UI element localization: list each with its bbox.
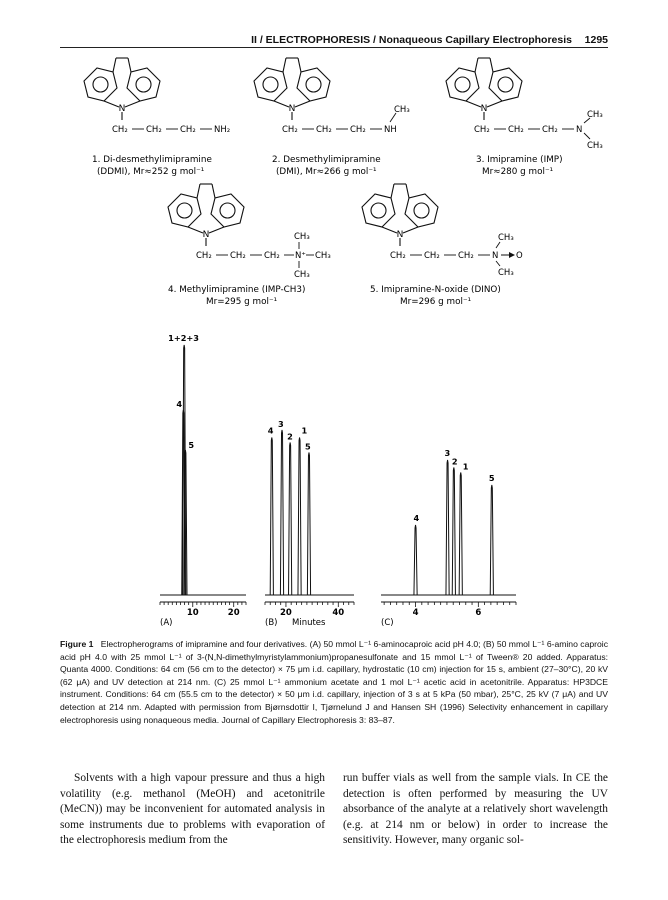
peak-label: 4	[413, 513, 420, 523]
structure-dino	[362, 184, 523, 307]
methyl-ch3: CH₃	[587, 110, 603, 120]
amine-n: N	[492, 251, 499, 261]
peak-label: 3	[444, 448, 451, 458]
panel-label: (A)	[160, 618, 173, 628]
structure-imp-ch3	[168, 184, 331, 307]
structure-caption-5-name: 5. Imipramine-N-oxide (DINO)	[370, 285, 501, 295]
methyl-ch3: CH₃	[587, 141, 603, 151]
peak	[298, 438, 301, 596]
chain-ch2: CH₂	[146, 125, 162, 135]
structure-caption-2-mass: (DMI), Mr≈266 g mol⁻¹	[276, 167, 377, 177]
page-number: 1295	[584, 34, 608, 46]
chain-ch2: CH₂	[350, 125, 366, 135]
amine-nh: NH	[384, 125, 397, 135]
panel-label: (C)	[381, 618, 394, 628]
tick-label: 40	[332, 608, 345, 618]
structure-caption-4-mass: Mr=295 g mol⁻¹	[206, 297, 278, 307]
body-text-left-column: Solvents with a high vapour pressure and thus a high volatility (e.g. methanol (MeOH) and acetonitrile (MeCN)) may be inconvenient for automated analysis in some instruments due to problems with evaporation of the electrophoresis medium from the	[60, 772, 325, 846]
tick-label: 6	[475, 608, 482, 618]
atom-n: N	[288, 104, 296, 114]
chain-ch2: CH₂	[112, 125, 128, 135]
chain-ch2: CH₂	[282, 125, 298, 135]
chain-ch2: CH₂	[424, 251, 440, 261]
peak-label: 1+2+3	[168, 333, 199, 343]
peak-label: 4	[176, 399, 183, 409]
panel-label: (B)	[265, 618, 278, 628]
chain-ch2: CH₂	[474, 125, 490, 135]
peak	[270, 438, 273, 596]
structure-caption-5-mass: Mr=296 g mol⁻¹	[400, 297, 472, 307]
header-rule	[60, 47, 608, 48]
methyl-ch3-right: CH₃	[315, 251, 331, 261]
atom-n: N	[480, 104, 488, 114]
peak-label: 5	[488, 473, 495, 483]
running-title: II / ELECTROPHORESIS / Nonaqueous Capillary Electrophoresis	[251, 34, 572, 46]
tick-label: 4	[412, 608, 419, 618]
atom-n: N	[396, 230, 404, 240]
peak	[459, 473, 462, 596]
tick-label: 10	[186, 608, 199, 618]
methyl-ch3-bottom: CH₃	[498, 268, 514, 278]
structure-caption-3-mass: Mr≈280 g mol⁻¹	[482, 167, 554, 177]
peak-label: 1	[301, 425, 308, 436]
chain-ch2: CH₂	[230, 251, 246, 261]
amine-nh2: NH₂	[214, 125, 231, 135]
chemical-structures-figure	[0, 52, 668, 320]
x-axis-label: Minutes	[292, 618, 326, 628]
chain-ch2: CH₂	[458, 251, 474, 261]
chain-ch2: CH₂	[196, 251, 212, 261]
methyl-ch3-bottom: CH₃	[294, 270, 310, 280]
chain-ch2: CH₂	[508, 125, 524, 135]
chain-ch2: CH₂	[180, 125, 196, 135]
peak-label: 1	[462, 461, 469, 472]
peak-label: 2	[287, 431, 293, 442]
chain-ch2: CH₂	[264, 251, 280, 261]
structure-ddmi	[84, 58, 230, 177]
body-text-right-column: run buffer vials as well from the sample vials. In CE the detection is often performed by measuring the UV absorbance of the analyte at a relatively short wavelength (e.g. at 214 nm or below) in order to increase the sensitivity. However, many organic sol-	[343, 772, 608, 846]
tick-label: 20	[227, 608, 240, 618]
structure-caption-2-name: 2. Desmethylimipramine	[272, 155, 381, 165]
quaternary-n-plus: N⁺	[295, 251, 306, 261]
peak-label: 5	[304, 441, 311, 452]
methyl-ch3-top: CH₃	[294, 232, 310, 242]
peak	[446, 460, 449, 595]
figure-label: Figure 1	[60, 639, 94, 649]
peak	[490, 485, 493, 595]
peak	[307, 453, 310, 596]
structure-caption-3-name: 3. Imipramine (IMP)	[476, 155, 563, 165]
peak-label: 2	[451, 456, 458, 467]
methyl-ch3: CH₃	[394, 105, 410, 115]
chain-ch2: CH₂	[316, 125, 332, 135]
methyl-ch3-top: CH₃	[498, 233, 514, 243]
figure-caption	[60, 638, 608, 726]
peak	[289, 443, 292, 596]
peak	[452, 468, 455, 596]
figure-caption-text: Electropherograms of imipramine and four derivatives. (A) 50 mmol L⁻¹ 6-aminocaproic acid pH 4.0; (B) 50 mmol L⁻¹ 6-amino caproic acid pH 4.0 with 25 mmol L⁻¹ of 3-(N,N-dimethylmyristylammonium)propanesulfonate and 15 mmol L⁻¹ of Tween® 20 added. Apparatus: Quanta 4000. Conditions: 64 cm (56 cm to the detector) × 75 μm i.d. capillary, hydrostatic (10 cm) injection for 15 s, ambient (27–30°C), 20 kV (62 μA) and UV detection at 214 nm. (C) 25 mmol L⁻¹ ammonium acetate and 1 mol L⁻¹ acetic acid in acetonitrile. Apparatus: HP3DCE instrument. Conditions: 64 cm (55.5 cm to the detector) × 50 μm i.d. capillary, injection of 3 s at 5 kPa (50 mbar), 25°C, 25 kV (7 μA) and UV detection at 214 nm. Adapted with permission from Bjørnsdottir I, Tjørnelund J and Hansen SH (1996) Selectivity enhancement in capillary electrophoresis using nonaqueous media. Journal of Capillary Electrophoresis 3: 83–87.	[60, 639, 608, 725]
amine-n: N	[576, 125, 583, 135]
running-header	[60, 34, 608, 48]
structure-caption-1-mass: (DDMI), Mr≈252 g mol⁻¹	[97, 167, 205, 177]
electropherograms-chart	[0, 320, 668, 632]
structure-dmi	[254, 58, 410, 177]
atom-n: N	[118, 104, 126, 114]
peak-label: 3	[278, 419, 284, 429]
peak	[280, 430, 283, 595]
tick-label: 20	[280, 608, 292, 618]
structure-caption-4-name: 4. Methylimipramine (IMP-CH3)	[168, 285, 306, 295]
dative-arrowhead	[509, 252, 515, 258]
peak	[414, 525, 417, 595]
oxygen-o: O	[516, 251, 523, 261]
structure-caption-1-name: 1. Di-desmethylimipramine	[92, 155, 212, 165]
peak-label: 5	[188, 440, 195, 450]
atom-n: N	[202, 230, 210, 240]
peak-label: 4	[267, 425, 274, 436]
chain-ch2: CH₂	[542, 125, 558, 135]
chain-ch2: CH₂	[390, 251, 406, 261]
structure-imipramine	[446, 58, 603, 177]
